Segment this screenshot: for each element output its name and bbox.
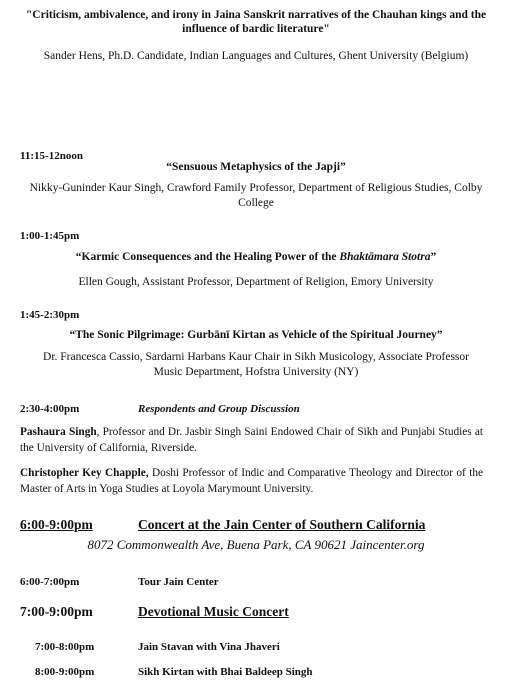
talk3-title — [20, 250, 492, 264]
respondent-2-text: Doshi Professor of Indic and Comparative Theology and Director of the Master of Arts in Yoga Studies at Loyola Marymount University. — [20, 467, 483, 495]
schedule-time-2: 7:00-9:00pm — [20, 604, 93, 619]
talk3-time: 1:00-1:45pm — [20, 230, 80, 242]
schedule-time-4: 8:00-9:00pm — [35, 666, 95, 678]
respondent-1-text: , Professor and Dr. Jasbir Singh Saini Endowed Chair of Sikh and Punjabi Studies at the University of California, Riverside. — [20, 426, 483, 454]
talk4-speaker: Dr. Francesca Cassio, Sardarni Harbans Kaur Chair in Sikh Musicology, Associate Professor Music Department, Hofstra University (NY) — [43, 351, 469, 378]
respondent-1-name: Pashaura Singh — [20, 426, 97, 438]
talk4-title: “The Sonic Pilgrimage: Gurbānī Kirtan as Vehicle of the Spiritual Journey” — [69, 329, 443, 341]
talk4-time: 1:45-2:30pm — [20, 309, 80, 321]
talk2-time: 11:15-12noon — [20, 150, 83, 162]
talk1-title: "Criticism, ambivalence, and irony in Jaina Sanskrit narratives of the Chauhan kings and the influence of bardic literature" — [25, 9, 487, 35]
schedule-event-4: Sikh Kirtan with Bhai Baldeep Singh — [138, 666, 313, 678]
talk1-speaker: Sander Hens, Ph.D. Candidate, Indian Languages and Cultures, Ghent University (Belgium) — [43, 50, 469, 62]
talk2-speaker: Nikky-Guninder Kaur Singh, Crawford Family Professor, Department of Religious Studies, Colby College — [29, 182, 483, 209]
schedule-event-2: Devotional Music Concert — [138, 604, 289, 619]
schedule-time-3: 7:00-8:00pm — [35, 641, 95, 653]
discussion-label: Respondents and Group Discussion — [138, 403, 300, 415]
talk3-title-italic: Bhaktāmara Stotra — [339, 251, 431, 263]
schedule-time-1: 6:00-7:00pm — [20, 576, 80, 588]
concert-time: 6:00-9:00pm — [20, 517, 93, 532]
schedule-event-1: Tour Jain Center — [138, 576, 219, 588]
concert-address: 8072 Commonwealth Ave, Buena Park, CA 90621 Jaincenter.org — [87, 537, 425, 552]
talk3-title-prefix: “Karmic Consequences and the Healing Power of the — [75, 251, 340, 263]
concert-title: Concert at the Jain Center of Southern California — [138, 517, 426, 532]
schedule-event-3: Jain Stavan with Vina Jhaveri — [138, 641, 280, 653]
talk2-title: “Sensuous Metaphysics of the Japji” — [166, 161, 346, 173]
talk3-title-suffix: ” — [430, 251, 437, 263]
respondent-2 — [20, 465, 483, 497]
talk3-speaker: Ellen Gough, Assistant Professor, Department of Religion, Emory University — [78, 276, 434, 288]
discussion-time: 2:30-4:00pm — [20, 403, 80, 415]
respondent-1 — [20, 424, 483, 456]
respondent-2-name: Christopher Key Chapple, — [20, 467, 149, 479]
